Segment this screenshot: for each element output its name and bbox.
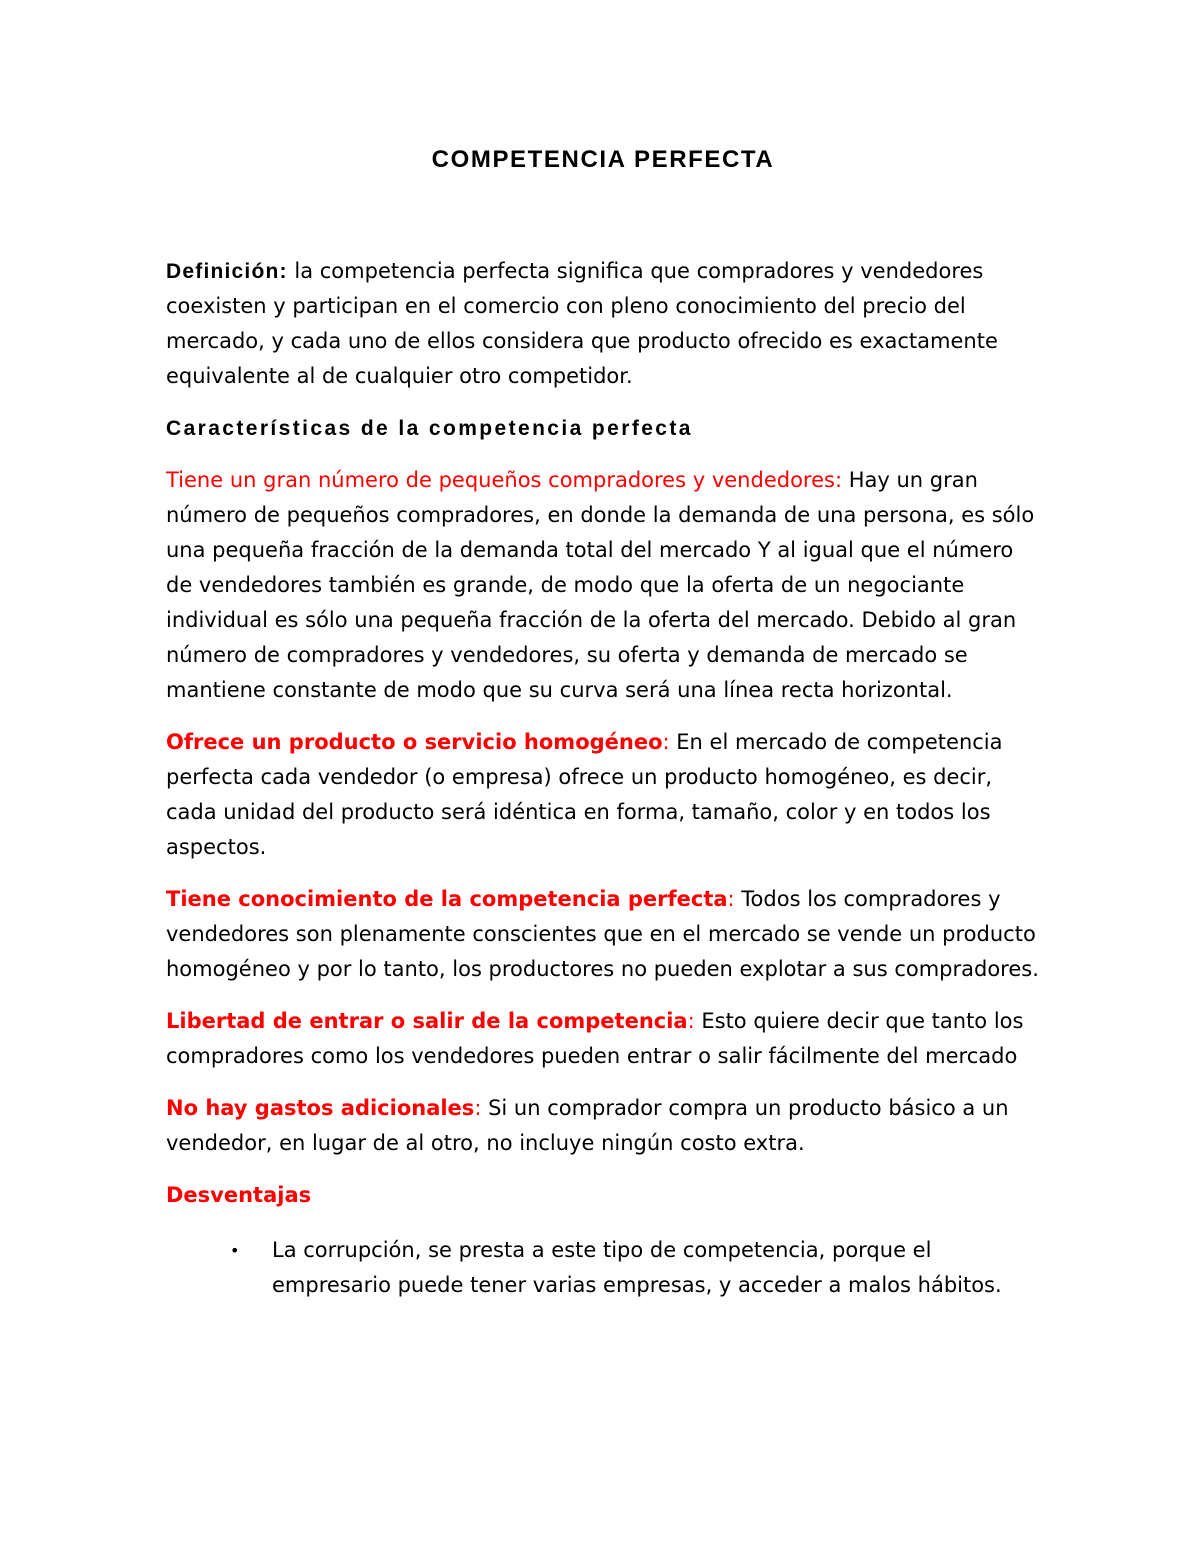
definition-label: Definición: bbox=[166, 260, 288, 283]
characteristic-colon: : bbox=[662, 730, 670, 754]
characteristic-text: Todos los compradores y vendedores son plenamente conscientes que en el mercado se vende un producto homogéneo y por lo tanto, los productores no pueden explotar a sus compradores. bbox=[166, 887, 1039, 981]
characteristic-text: Esto quiere decir que tanto los compradores como los vendedores pueden entrar o salir fácilmente del mercado bbox=[166, 1009, 1024, 1068]
characteristic-paragraph bbox=[166, 1004, 1040, 1074]
characteristic-label: Tiene conocimiento de la competencia perfecta bbox=[166, 887, 728, 911]
characteristic-colon: : bbox=[687, 1009, 695, 1033]
characteristic-text: Hay un gran número de pequeños compradores, en donde la demanda de una persona, es sólo una pequeña fracción de la demanda total del mercado Y al igual que el número de vendedores también es grande, de modo que la oferta de un negociante individual es sólo una pequeña fracción de la oferta del mercado. Debido al gran número de compradores y vendedores, su oferta y demanda de mercado se mantiene constante de modo que su curva será una línea recta horizontal. bbox=[166, 468, 1035, 702]
bullet-icon: • bbox=[230, 1241, 240, 1260]
characteristics-heading: Características de la competencia perfecta bbox=[166, 417, 693, 440]
disadvantages-list bbox=[166, 1233, 1040, 1303]
characteristic-label: Libertad de entrar o salir de la competencia bbox=[166, 1009, 688, 1033]
disadvantages-heading: Desventajas bbox=[166, 1183, 312, 1207]
characteristic-paragraph bbox=[166, 882, 1040, 987]
characteristic-paragraph bbox=[166, 1091, 1040, 1161]
list-item bbox=[230, 1233, 1040, 1303]
characteristic-paragraph bbox=[166, 725, 1040, 865]
characteristic-label: Tiene un gran número de pequeños compradores y vendedores: bbox=[166, 468, 843, 492]
characteristic-text: En el mercado de competencia perfecta cada vendedor (o empresa) ofrece un producto homogéneo, es decir, cada unidad del producto será idéntica en forma, tamaño, color y en todos los aspectos. bbox=[166, 730, 1003, 859]
definition-paragraph bbox=[166, 254, 1040, 394]
characteristic-text: Si un comprador compra un producto básico a un vendedor, en lugar de al otro, no incluye ningún costo extra. bbox=[166, 1096, 1009, 1155]
definition-text: la competencia perfecta significa que compradores y vendedores coexisten y participan en el comercio con pleno conocimiento del precio del mercado, y cada uno de ellos considera que producto ofrecido es exactamente equivalente al de cualquier otro competidor. bbox=[166, 259, 998, 388]
document-body bbox=[166, 140, 1040, 1303]
characteristic-label: Ofrece un producto o servicio homogéneo bbox=[166, 730, 663, 754]
characteristic-colon: : bbox=[474, 1096, 482, 1120]
page-title: COMPETENCIA PERFECTA bbox=[431, 146, 775, 173]
characteristic-paragraph bbox=[166, 463, 1040, 708]
characteristic-label: No hay gastos adicionales bbox=[166, 1096, 475, 1120]
list-item-text: La corrupción, se presta a este tipo de competencia, porque el empresario puede tener varias empresas, y acceder a malos hábitos. bbox=[272, 1238, 1002, 1297]
characteristic-colon: : bbox=[727, 887, 735, 911]
